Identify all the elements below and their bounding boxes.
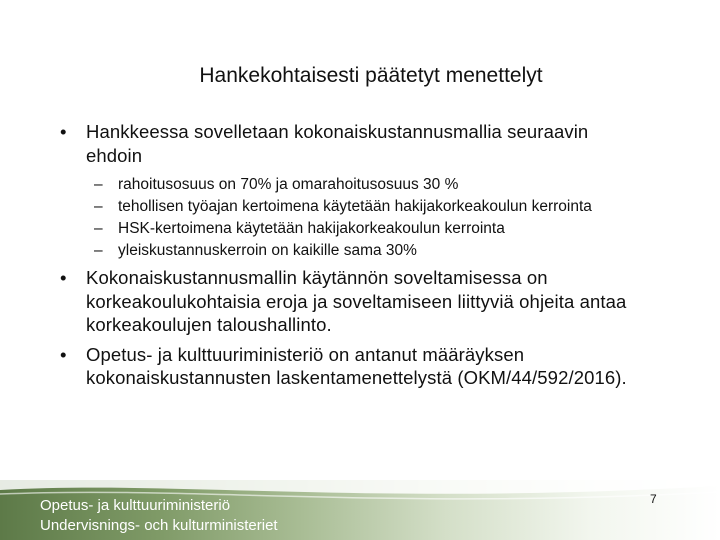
bullet-icon: • <box>60 121 67 142</box>
bullet-text: Hankkeessa sovelletaan kokonaiskustannusmallia seuraavin ehdoin <box>86 121 589 166</box>
sub-bullet-item <box>28 241 628 260</box>
bullet-text: Opetus- ja kulttuuriministeriö on antanut määräyksen kokonaiskustannusten laskentamenettelystä (OKM/44/592/2016). <box>86 343 627 388</box>
sub-bullet-item <box>28 197 628 216</box>
sub-bullet-text: yleiskustannuskerroin on kaikille sama 30% <box>118 242 417 259</box>
bullet-icon: • <box>60 267 67 288</box>
bullet-item <box>28 266 628 337</box>
dash-icon: – <box>94 198 103 215</box>
sub-bullet-text: rahoitusosuus on 70% ja omarahoitusosuus 30 % <box>118 176 459 193</box>
bullet-item <box>28 120 628 167</box>
page-number: 7 <box>650 492 657 506</box>
sub-bullet-item <box>28 175 628 194</box>
dash-icon: – <box>94 220 103 237</box>
bullet-text: Kokonaiskustannusmallin käytännön soveltamisessa on korkeakoulukohtaisia eroja ja soveltamiseen liittyviä ohjeita antaa korkeakoulujen taloushallinto. <box>86 267 627 335</box>
slide-content <box>28 120 628 390</box>
slide-title: Hankekohtaisesti päätetyt menettelyt <box>199 64 543 87</box>
ministry-name-finnish: Opetus- ja kulttuuriministeriö <box>40 497 231 514</box>
ministry-name-swedish: Undervisnings- och kulturministeriet <box>40 517 278 534</box>
bullet-icon: • <box>60 343 67 365</box>
sub-bullet-item <box>28 219 628 238</box>
dash-icon: – <box>94 242 103 259</box>
dash-icon: – <box>94 176 103 193</box>
sub-bullet-list <box>28 175 628 260</box>
bullet-item <box>28 343 628 390</box>
sub-bullet-text: tehollisen työajan kertoimena käytetään hakijakorkeakoulun kerrointa <box>118 198 592 215</box>
sub-bullet-text: HSK-kertoimena käytetään hakijakorkeakoulun kerrointa <box>118 220 505 237</box>
